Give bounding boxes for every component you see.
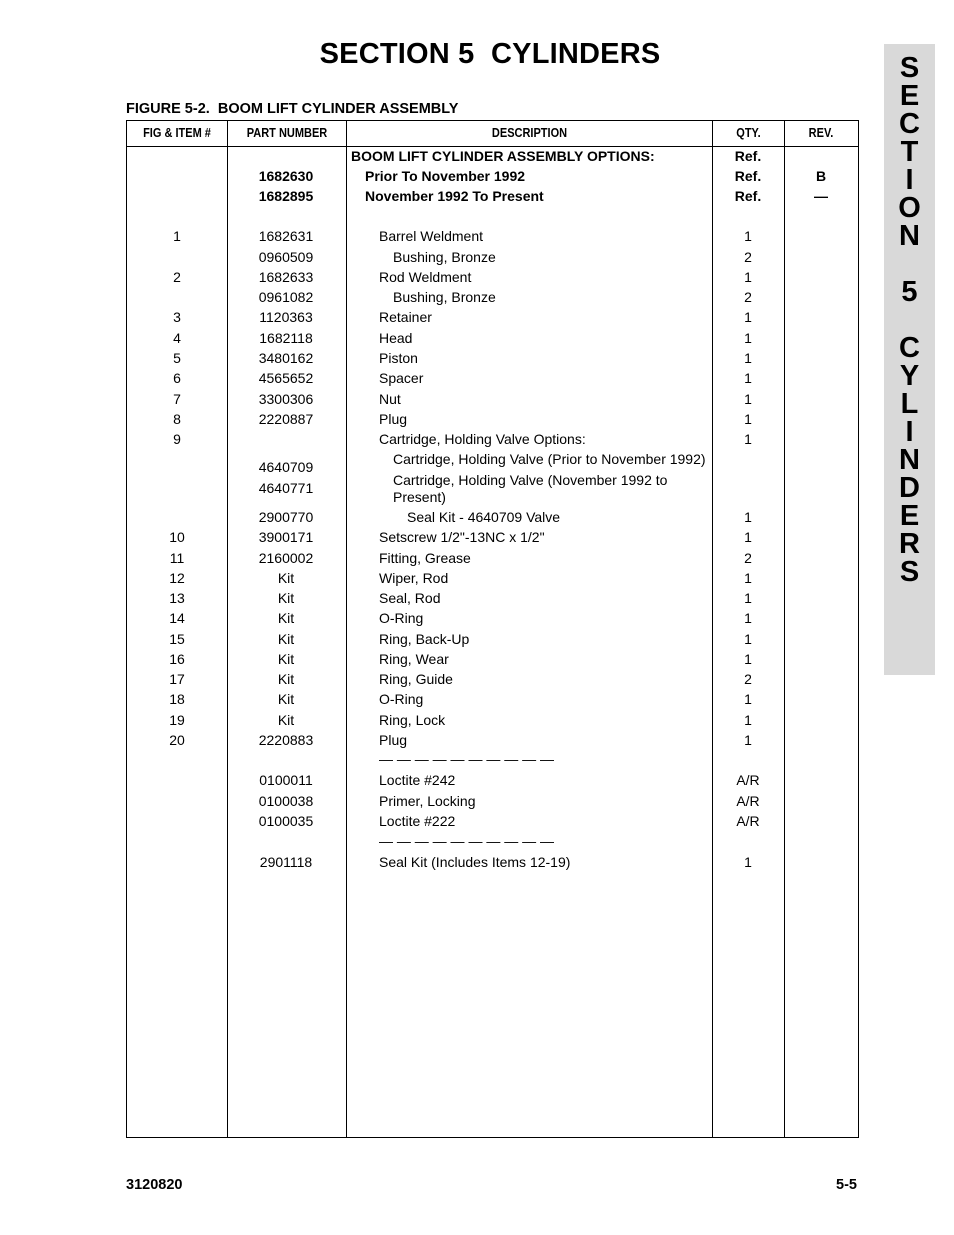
qty-cell: 1 xyxy=(744,269,752,285)
qty-cell: 1 xyxy=(744,411,752,427)
column-divider xyxy=(227,121,228,1137)
qty-cell: 2 xyxy=(744,671,752,687)
description-cell: Wiper, Rod xyxy=(379,570,449,586)
column-divider xyxy=(784,121,785,1137)
part-number-cell: Kit xyxy=(277,610,295,626)
qty-cell: 1 xyxy=(744,330,752,346)
qty-cell: 1 xyxy=(744,590,752,606)
item-number-cell: 4 xyxy=(173,330,181,346)
qty-cell: 1 xyxy=(744,610,752,626)
description-cell: Ring, Lock xyxy=(379,712,446,728)
qty-cell: 2 xyxy=(744,249,752,265)
description-cell: Cartridge, Holding Valve (November 1992 to Present) xyxy=(393,472,668,505)
side-tab-letter: N xyxy=(899,444,920,476)
side-tab-letter: L xyxy=(900,388,919,420)
side-tab-letter: 5 xyxy=(901,276,918,308)
description-cell: — — — — — — — — — — xyxy=(379,833,555,849)
description-cell: Ring, Back-Up xyxy=(379,631,470,647)
part-number-cell: Kit xyxy=(277,570,295,586)
header-divider xyxy=(127,146,858,147)
description-cell: Prior To November 1992 xyxy=(365,168,526,184)
description-cell: O-Ring xyxy=(379,610,424,626)
qty-cell: 1 xyxy=(744,350,752,366)
description-cell: Bushing, Bronze xyxy=(393,289,496,305)
item-number-cell: 16 xyxy=(169,651,185,667)
rev-cell: B xyxy=(815,168,827,184)
qty-cell: 1 xyxy=(744,691,752,707)
side-tab-letter: T xyxy=(900,136,919,168)
qty-cell: 1 xyxy=(744,529,752,545)
item-number-cell: 3 xyxy=(173,309,181,325)
part-number-cell: Kit xyxy=(277,651,295,667)
item-number-cell: 19 xyxy=(169,712,185,728)
item-number-cell: 2 xyxy=(173,269,181,285)
header-part-number: PART NUMBER xyxy=(246,126,328,140)
part-number-cell: 2901118 xyxy=(259,854,313,870)
qty-cell: 1 xyxy=(744,651,752,667)
qty-cell: 2 xyxy=(744,550,752,566)
side-tab-letter: N xyxy=(899,220,920,252)
item-number-cell: 9 xyxy=(173,431,181,447)
qty-cell: A/R xyxy=(736,813,760,829)
description-cell: Ring, Wear xyxy=(379,651,449,667)
description-cell: Cartridge, Holding Valve Options: xyxy=(379,431,586,447)
qty-cell: A/R xyxy=(736,793,760,809)
description-cell: Retainer xyxy=(379,309,432,325)
description-cell: Rod Weldment xyxy=(379,269,472,285)
description-cell: Barrel Weldment xyxy=(379,228,484,244)
side-tab-letter: I xyxy=(905,164,914,196)
qty-cell: 1 xyxy=(744,509,752,525)
qty-cell: 1 xyxy=(744,732,752,748)
description-cell: Piston xyxy=(379,350,418,366)
part-number-cell: 1682118 xyxy=(259,330,313,346)
description-cell: Spacer xyxy=(379,370,424,386)
description-cell: Primer, Locking xyxy=(379,793,476,809)
header-description: DESCRIPTION xyxy=(491,126,568,140)
description-cell: Plug xyxy=(379,732,408,748)
side-tab-letter: Y xyxy=(899,360,920,392)
description-cell: Bushing, Bronze xyxy=(393,249,496,265)
description-cell: Ring, Guide xyxy=(379,671,453,687)
description-cell: Loctite #222 xyxy=(379,813,456,829)
part-number-cell: 0100038 xyxy=(258,793,314,809)
item-number-cell: 12 xyxy=(169,570,185,586)
side-tab-letter: C xyxy=(899,332,920,364)
header-item: FIG & ITEM # xyxy=(143,126,211,140)
side-tab-letter: C xyxy=(899,108,920,140)
side-tab-letter: S xyxy=(899,556,920,588)
item-number-cell: 10 xyxy=(169,529,185,545)
side-tab-letter: R xyxy=(899,528,920,560)
description-cell: Head xyxy=(379,330,413,346)
qty-cell: 2 xyxy=(744,289,752,305)
part-number-cell: Kit xyxy=(277,631,295,647)
item-number-cell: 7 xyxy=(173,391,181,407)
description-cell: Seal Kit - 4640709 Valve xyxy=(407,509,561,525)
item-number-cell: 13 xyxy=(169,590,185,606)
qty-cell: 1 xyxy=(744,570,752,586)
item-number-cell: 17 xyxy=(169,671,185,687)
description-cell: November 1992 To Present xyxy=(365,188,544,204)
part-number-cell: Kit xyxy=(277,671,295,687)
item-number-cell: 8 xyxy=(173,411,181,427)
part-number-cell: Kit xyxy=(277,590,295,606)
part-number-cell: 0100011 xyxy=(259,772,313,788)
description-cell: — — — — — — — — — — xyxy=(379,751,555,767)
part-number-cell: 1120363 xyxy=(259,309,313,325)
column-divider xyxy=(346,121,347,1137)
description-cell: Setscrew 1/2"-13NC x 1/2" xyxy=(379,529,545,545)
header-rev: REV. xyxy=(808,126,834,140)
item-number-cell: 6 xyxy=(173,370,181,386)
side-tab-letter: I xyxy=(905,416,914,448)
qty-cell: 1 xyxy=(744,631,752,647)
item-number-cell: 11 xyxy=(169,550,185,566)
part-number-cell: 2900770 xyxy=(258,509,314,525)
part-number-cell: 1682895 xyxy=(258,188,314,204)
parts-table xyxy=(126,120,859,1138)
part-number-cell: Kit xyxy=(277,691,295,707)
section-side-tab xyxy=(884,44,935,675)
item-number-cell: 15 xyxy=(169,631,185,647)
part-number-cell: 3480162 xyxy=(258,350,314,366)
part-number-cell: 0960509 xyxy=(258,249,314,265)
qty-cell: A/R xyxy=(736,772,760,788)
description-cell: Seal, Rod xyxy=(379,590,441,606)
part-number-cell: 2160002 xyxy=(258,550,314,566)
page-number: 5-5 xyxy=(836,1177,857,1193)
item-number-cell: 14 xyxy=(169,610,185,626)
part-number-cell: 1682631 xyxy=(258,228,314,244)
part-number-cell: 1682633 xyxy=(258,269,314,285)
part-number-cell: 4565652 xyxy=(258,370,314,386)
item-number-cell: 20 xyxy=(169,732,185,748)
description-cell: Fitting, Grease xyxy=(379,550,471,566)
qty-cell: 1 xyxy=(744,228,752,244)
part-number-cell: 4640709 xyxy=(258,459,314,475)
description-cell: O-Ring xyxy=(379,691,424,707)
side-tab-letter: E xyxy=(899,500,920,532)
doc-number: 3120820 xyxy=(126,1177,183,1193)
part-number-cell: 4640771 xyxy=(258,480,314,496)
item-number-cell: 18 xyxy=(169,691,185,707)
page-title: SECTION 5 CYLINDERS xyxy=(319,38,661,70)
part-number-cell: 2220883 xyxy=(258,732,314,748)
qty-cell: Ref. xyxy=(734,168,762,184)
item-number-cell: 1 xyxy=(173,228,181,244)
qty-cell: Ref. xyxy=(734,148,762,164)
description-cell: Loctite #242 xyxy=(379,772,456,788)
qty-cell: 1 xyxy=(744,712,752,728)
figure-caption: FIGURE 5-2. BOOM LIFT CYLINDER ASSEMBLY xyxy=(126,101,459,117)
part-number-cell: 3300306 xyxy=(258,391,314,407)
side-tab-letter: E xyxy=(899,80,920,112)
description-cell: Cartridge, Holding Valve (Prior to November 1992) xyxy=(393,451,706,467)
rev-cell: — xyxy=(814,188,828,204)
qty-cell: Ref. xyxy=(734,188,762,204)
description-cell: Plug xyxy=(379,411,408,427)
part-number-cell: 1682630 xyxy=(258,168,314,184)
qty-cell: 1 xyxy=(744,431,752,447)
qty-cell: 1 xyxy=(744,309,752,325)
item-number-cell: 5 xyxy=(173,350,181,366)
side-tab-letter: D xyxy=(899,472,920,504)
part-number-cell: 0100035 xyxy=(258,813,314,829)
part-number-cell: 0961082 xyxy=(258,289,314,305)
qty-cell: 1 xyxy=(744,391,752,407)
header-qty: QTY. xyxy=(736,126,761,140)
qty-cell: 1 xyxy=(744,854,752,870)
part-number-cell: 2220887 xyxy=(258,411,314,427)
description-cell: Nut xyxy=(379,391,401,407)
part-number-cell: Kit xyxy=(277,712,295,728)
side-tab-letter: O xyxy=(898,192,921,224)
description-cell: BOOM LIFT CYLINDER ASSEMBLY OPTIONS: xyxy=(351,148,655,164)
part-number-cell: 3900171 xyxy=(258,529,314,545)
description-cell: Seal Kit (Includes Items 12-19) xyxy=(379,854,571,870)
side-tab-letter: S xyxy=(899,52,920,84)
qty-cell: 1 xyxy=(744,370,752,386)
